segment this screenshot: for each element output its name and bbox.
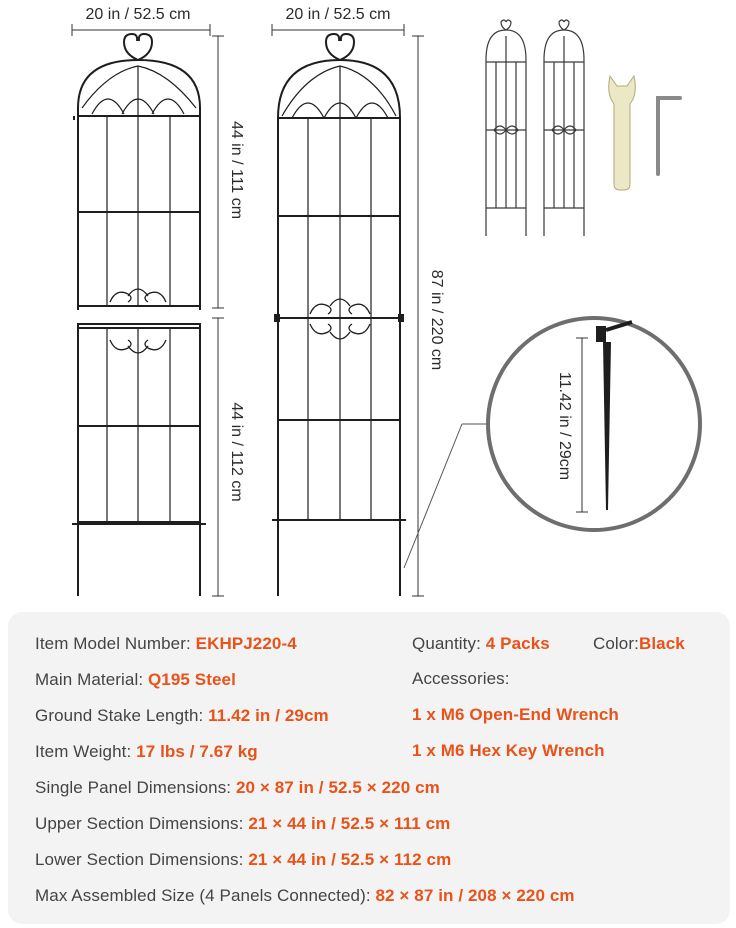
height-dimension-lower <box>212 318 224 596</box>
product-pair-thumbnail <box>486 20 584 236</box>
width-label-left: 20 in / 52.5 cm <box>85 6 191 23</box>
stake-length-label: 11.42 in / 29cm <box>556 371 573 481</box>
spec-weight-value: 17 lbs / 7.67 kg <box>136 742 258 761</box>
spec-lower-section-label: Lower Section Dimensions: <box>35 850 244 869</box>
spec-single-panel-value: 20 × 87 in / 52.5 × 220 cm <box>235 778 440 797</box>
lower-section <box>72 324 206 596</box>
spec-material-value: Q195 Steel <box>147 670 236 689</box>
spec-color <box>593 634 685 654</box>
total-height-label: 87 in / 220 cm <box>428 269 445 371</box>
spec-lower-section-value: 21 × 44 in / 52.5 × 112 cm <box>248 850 452 869</box>
spec-quantity-value: 4 Packs <box>485 634 550 653</box>
spec-color-label: Color: <box>593 634 639 653</box>
height-dimension-total <box>412 36 424 596</box>
height-dimension-upper <box>212 36 224 308</box>
spec-material <box>35 670 236 690</box>
spec-max-size <box>35 886 575 906</box>
spec-accessory-1 <box>412 705 619 725</box>
hex-key-wrench-image <box>658 98 680 174</box>
spec-upper-section-value: 21 × 44 in / 52.5 × 111 cm <box>248 814 451 833</box>
spec-lower-section <box>35 850 451 870</box>
spec-max-size-value: 82 × 87 in / 208 × 220 cm <box>375 886 575 905</box>
spec-quantity <box>412 634 550 654</box>
connector-right <box>398 314 404 322</box>
spec-weight <box>35 742 258 762</box>
spec-stake <box>35 706 329 726</box>
spec-upper-section-label: Upper Section Dimensions: <box>35 814 244 833</box>
spec-model <box>35 634 297 654</box>
upper-section <box>78 34 200 310</box>
spec-material-label: Main Material: <box>35 670 144 689</box>
width-label-right: 20 in / 52.5 cm <box>285 6 391 23</box>
spec-accessories-label: Accessories: <box>412 669 510 688</box>
stake-zoom-circle <box>488 318 700 530</box>
spec-stake-value: 11.42 in / 29cm <box>208 706 329 725</box>
full-panel <box>272 34 406 596</box>
spec-accessory-2-value: 1 x M6 Hex Key Wrench <box>412 741 605 760</box>
open-end-wrench-image <box>609 76 636 190</box>
spec-model-label: Item Model Number: <box>35 634 191 653</box>
upper-height-label: 44 in / 111 cm <box>228 120 245 220</box>
callout-leader <box>404 424 462 568</box>
specifications-panel <box>8 612 730 924</box>
spec-max-size-label: Max Assembled Size (4 Panels Connected): <box>35 886 371 905</box>
spec-weight-label: Item Weight: <box>35 742 132 761</box>
spec-single-panel-label: Single Panel Dimensions: <box>35 778 232 797</box>
spec-accessory-2 <box>412 741 605 761</box>
spec-accessories <box>412 669 510 689</box>
connector-left <box>274 314 280 322</box>
spec-quantity-label: Quantity: <box>412 634 481 653</box>
spec-model-value: EKHPJ220-4 <box>195 634 297 653</box>
spec-single-panel <box>35 778 440 798</box>
lower-height-label: 44 in / 112 cm <box>228 402 245 502</box>
spec-color-value: Black <box>638 634 685 653</box>
spec-upper-section <box>35 814 450 834</box>
spec-accessory-1-value: 1 x M6 Open-End Wrench <box>412 705 619 724</box>
spec-stake-label: Ground Stake Length: <box>35 706 204 725</box>
